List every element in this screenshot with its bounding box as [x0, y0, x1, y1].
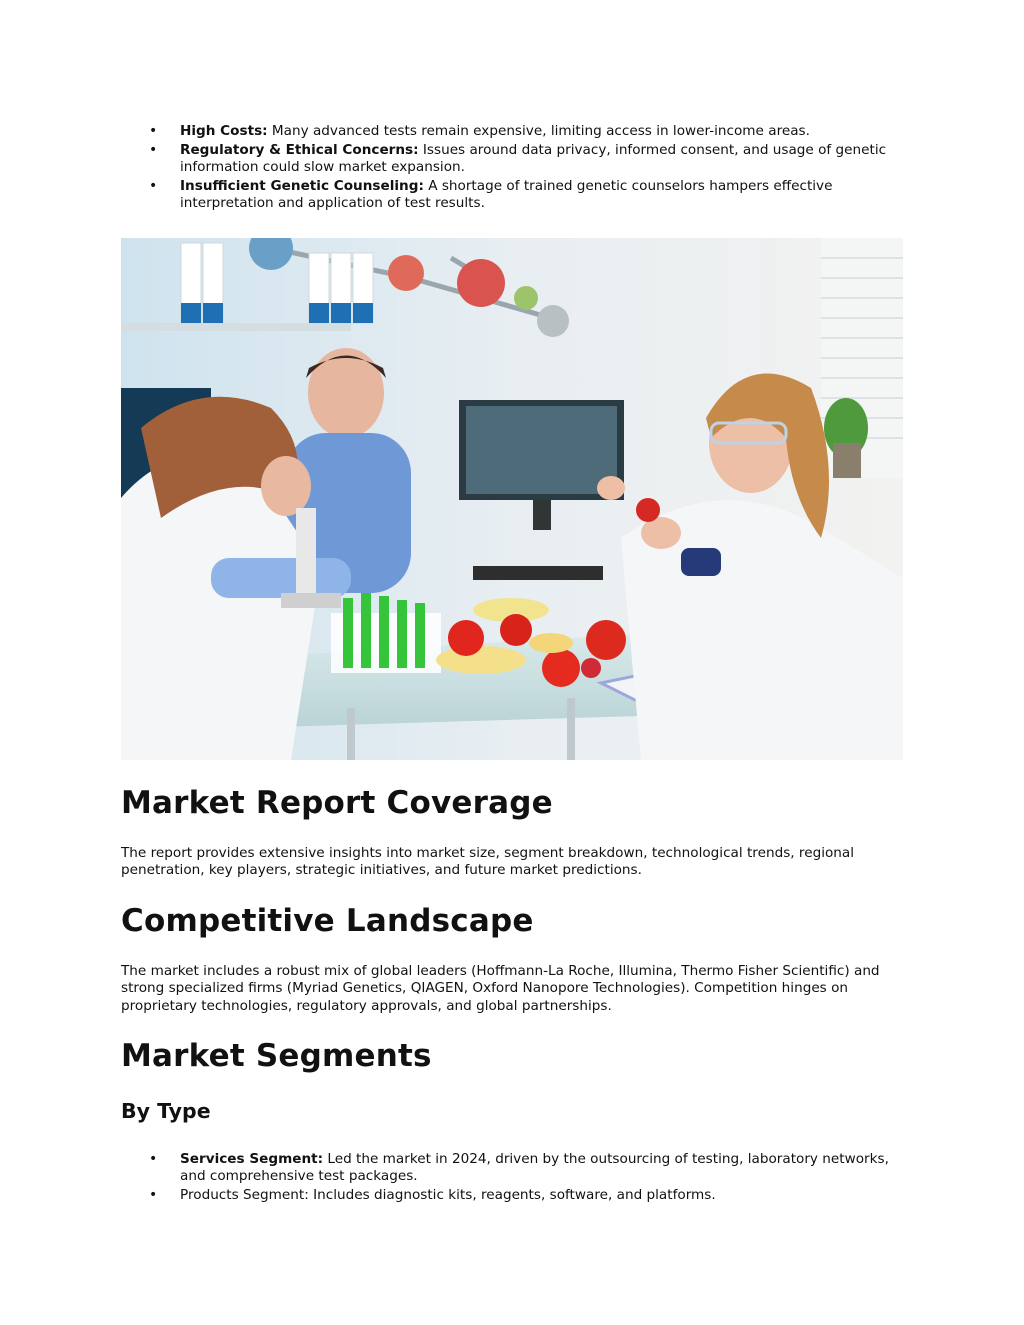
list-item: • High Costs: Many advanced tests remain expensive, limiting access in lower-income areas.: [149, 123, 810, 139]
lab-photo: [121, 238, 903, 760]
bullet-icon: •: [149, 123, 158, 139]
subheading-by-type: By Type: [121, 1099, 211, 1123]
challenges-list: [121, 123, 903, 214]
section-heading-segments: Market Segments: [121, 1038, 432, 1074]
bullet-icon: •: [149, 178, 158, 194]
list-item: • Services Segment: Led the market in 2024, driven by the outsourcing of testing, laboratory networks, and comprehensive test packages.: [149, 1151, 889, 1184]
bullet-icon: •: [149, 142, 158, 158]
bullet-icon: •: [149, 1187, 158, 1203]
segments-list: [121, 1151, 903, 1206]
section-heading-competitive: Competitive Landscape: [121, 903, 534, 939]
list-item: • Insufficient Genetic Counseling: A shortage of trained genetic counselors hampers effective interpretation and application of test results.: [149, 178, 833, 211]
bullet-icon: •: [149, 1151, 158, 1167]
section-heading-coverage: Market Report Coverage: [121, 785, 553, 821]
list-item: • Products Segment: Includes diagnostic kits, reagents, software, and platforms.: [149, 1187, 716, 1203]
competitive-paragraph: The market includes a robust mix of global leaders (Hoffmann-La Roche, Illumina, Thermo Fisher Scientific) and strong specialized firms (Myriad Genetics, QIAGEN, Oxford Nanopore Technologies). Competition hinges on proprietary technologies, regulatory approvals, and global partnerships.: [121, 963, 880, 1014]
coverage-paragraph: The report provides extensive insights into market size, segment breakdown, technological trends, regional penetration, key players, strategic initiatives, and future market predictions.: [121, 845, 855, 879]
list-item: • Regulatory & Ethical Concerns: Issues around data privacy, informed consent, and usage of genetic information could slow market expansion.: [149, 142, 887, 175]
